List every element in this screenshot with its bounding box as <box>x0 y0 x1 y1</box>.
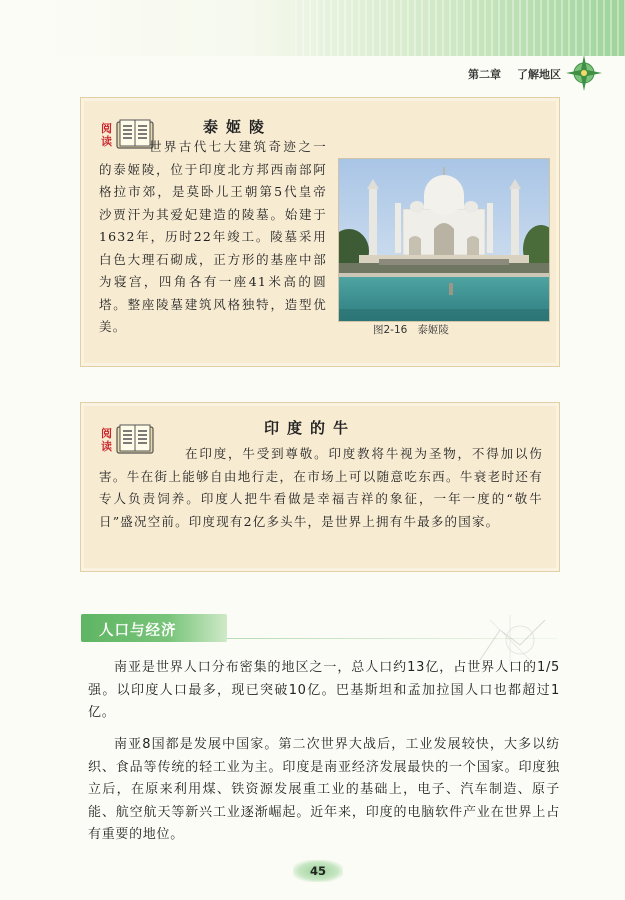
figure-number: 图2-16 <box>373 324 408 336</box>
figure-caption <box>373 322 449 337</box>
badge-char-2: 读 <box>101 135 112 148</box>
section-heading-tab <box>81 614 227 642</box>
chapter-label: 第二章 <box>468 68 501 81</box>
box-title: 印度的牛 <box>264 419 357 437</box>
box-title: 泰姬陵 <box>203 118 273 136</box>
taj-mahal-illustration <box>339 159 549 321</box>
section-label: 了解地区 <box>517 68 561 81</box>
paragraph-population: 南亚是世界人口分布密集的地区之一，总人口约13亿，占世界人口的1/5强。以印度人口最多，现已突破10亿。巴基斯坦和孟加拉国人口也都超过1亿。 <box>88 660 560 721</box>
running-header <box>468 66 561 82</box>
figure-title: 泰姬陵 <box>417 324 449 336</box>
reading-box-taj-mahal <box>80 97 560 367</box>
page-number: 45 <box>293 860 343 882</box>
section-title: 人口与经济 <box>99 623 177 639</box>
compass-icon <box>565 54 603 92</box>
band-hatching <box>295 0 625 56</box>
box-body-text: 在印度，牛受到尊敬。印度教将牛视为圣物，不得加以伤害。牛在街上能够自由地行走，在市场上可以随意吃东西。牛衰老时还有专人负责饲养。印度人把牛看做是幸福吉祥的象征，一年一度的“敬牛日”盛况空前。印度现有2亿多头牛，是世界上拥有牛最多的国家。 <box>99 446 543 529</box>
reading-box-india-cattle <box>80 402 560 572</box>
paragraph-economy: 南亚8国都是发展中国家。第二次世界大战后，工业发展较快，大多以纺织、食品等传统的轻工业为主。印度是南亚经济发展最快的一个国家。印度独立后，在原来利用煤、铁资源发展重工业的基础上，电子、汽车制造、原子能、航空航天等新兴工业逐渐崛起。近年来，印度的电脑软件产业在世界上占有重要的地位。 <box>88 737 560 843</box>
badge-char-1: 阅 <box>101 427 112 440</box>
top-decorative-band <box>0 0 625 56</box>
box-body-text: 世界古代七大建筑奇迹之一的泰姬陵，位于印度北方邦西南部阿格拉市郊，是莫卧儿王朝第5代皇帝沙贾汗为其爱妃建造的陵墓。始建于1632年，历时22年竣工。陵墓采用白色大理石砌成，正方形的基座中部为寝宫，四角各有一座41米高的圆塔。整座陵墓建筑风格独特，造型优美。 <box>99 139 327 334</box>
taj-mahal-photo <box>338 158 550 322</box>
badge-char-2: 读 <box>101 440 112 453</box>
badge-char-1: 阅 <box>101 122 112 135</box>
